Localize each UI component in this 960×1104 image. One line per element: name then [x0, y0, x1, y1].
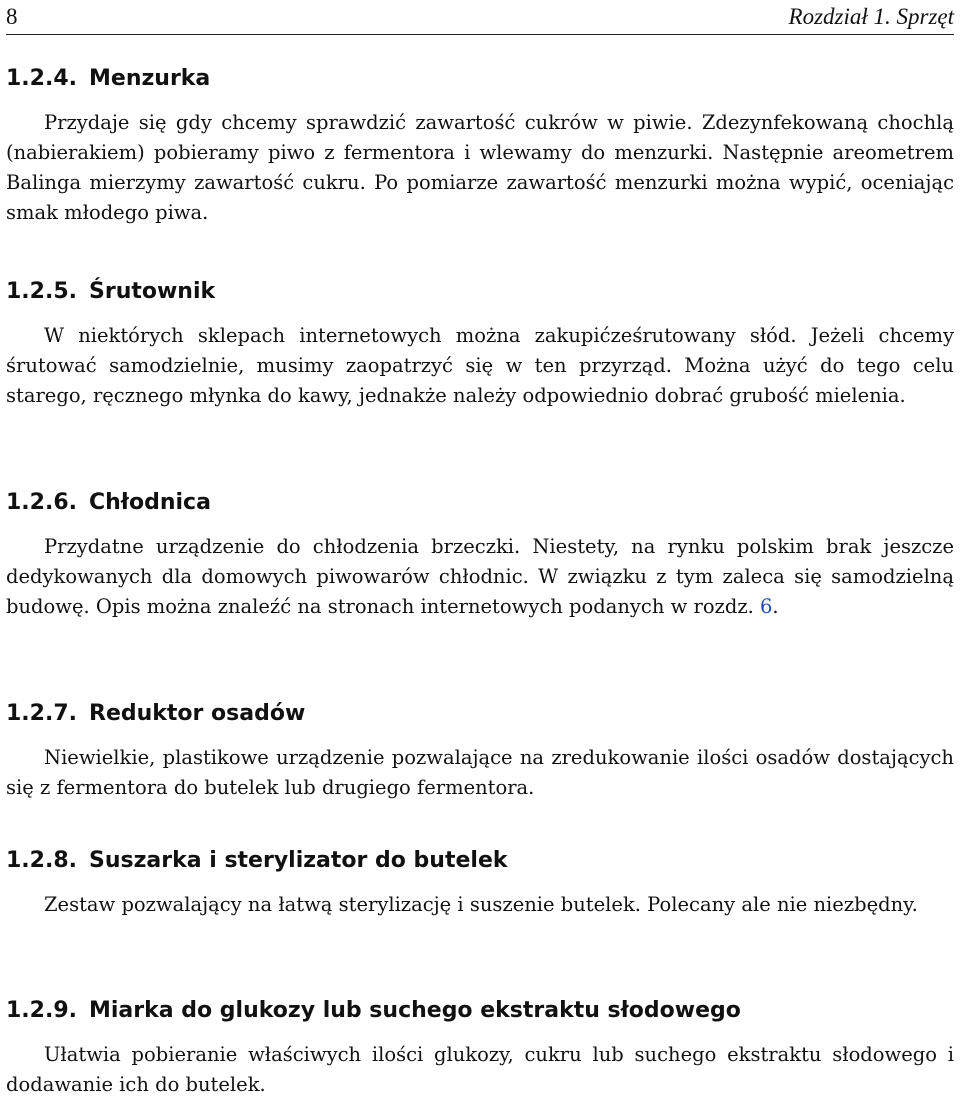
section-title: Menzurka	[89, 66, 211, 91]
section-title: Śrutownik	[89, 279, 216, 304]
page-number: 8	[6, 4, 18, 29]
section-number: 1.2.6.	[6, 490, 77, 515]
section-paragraph	[6, 108, 954, 228]
section-heading	[6, 64, 954, 94]
section-paragraph	[6, 1040, 954, 1100]
section-title: Reduktor osadów	[89, 701, 306, 726]
paragraph-text: Zestaw pozwalający na łatwą sterylizację i suszenie butelek. Polecany ale nie niezbędny.	[44, 893, 918, 916]
section-heading	[6, 846, 954, 876]
section-number: 1.2.8.	[6, 848, 77, 873]
section-menzurka	[6, 64, 954, 228]
section-miarka	[6, 996, 954, 1100]
section-reduktor-osadow	[6, 699, 954, 803]
running-header	[6, 0, 954, 35]
section-number: 1.2.4.	[6, 66, 77, 91]
chapter-reference-link[interactable]: 6	[760, 595, 773, 618]
section-number: 1.2.5.	[6, 279, 77, 304]
paragraph-text: Przydaje się gdy chcemy sprawdzić zawartość cukrów w piwie. Zdezynfekowaną chochlą (nabierakiem) pobieramy piwo z fermentora i wlewamy do menzurki. Następnie areometrem Balinga mierzymy zawartość cukru. Po pomiarze zawartość menzurki można wypić, oceniając smak młodego piwa.	[6, 111, 954, 224]
section-title: Miarka do glukozy lub suchego ekstraktu słodowego	[89, 998, 741, 1023]
section-paragraph	[6, 890, 954, 920]
section-number: 1.2.7.	[6, 701, 77, 726]
section-heading	[6, 996, 954, 1026]
paragraph-text: Przydatne urządzenie do chłodzenia brzeczki. Niestety, na rynku polskim brak jeszcze dedykowanych dla domowych piwowarów chłodnic. W związku z tym zaleca się samodzielną budowę. Opis można znaleźć na stronach internetowych podanych w rozdz.	[6, 535, 954, 618]
section-paragraph	[6, 743, 954, 803]
document-page	[6, 0, 954, 1104]
paragraph-text-end: .	[772, 595, 779, 618]
paragraph-text: Ułatwia pobieranie właściwych ilości glukozy, cukru lub suchego ekstraktu słodowego i dodawanie ich do butelek.	[6, 1043, 954, 1096]
chapter-title: Rozdział 1. Sprzęt	[788, 4, 954, 29]
section-paragraph	[6, 321, 954, 411]
section-number: 1.2.9.	[6, 998, 77, 1023]
section-suszarka	[6, 846, 954, 920]
paragraph-text: W niektórych sklepach internetowych można zakupićześrutowany słód. Jeżeli chcemy śrutować samodzielnie, musimy zaopatrzyć się w ten przyrząd. Można użyć do tego celu starego, ręcznego młynka do kawy, jednakże należy odpowiednio dobrać grubość mielenia.	[6, 324, 954, 407]
paragraph-text: Niewielkie, plastikowe urządzenie pozwalające na zredukowanie ilości osadów dostających się z fermentora do butelek lub drugiego fermentora.	[6, 746, 954, 799]
section-title: Chłodnica	[89, 490, 211, 515]
section-heading	[6, 488, 954, 518]
section-chlodnica	[6, 488, 954, 622]
section-srutownik	[6, 277, 954, 411]
section-heading	[6, 277, 954, 307]
section-title: Suszarka i sterylizator do butelek	[89, 848, 508, 873]
section-heading	[6, 699, 954, 729]
section-paragraph	[6, 532, 954, 622]
